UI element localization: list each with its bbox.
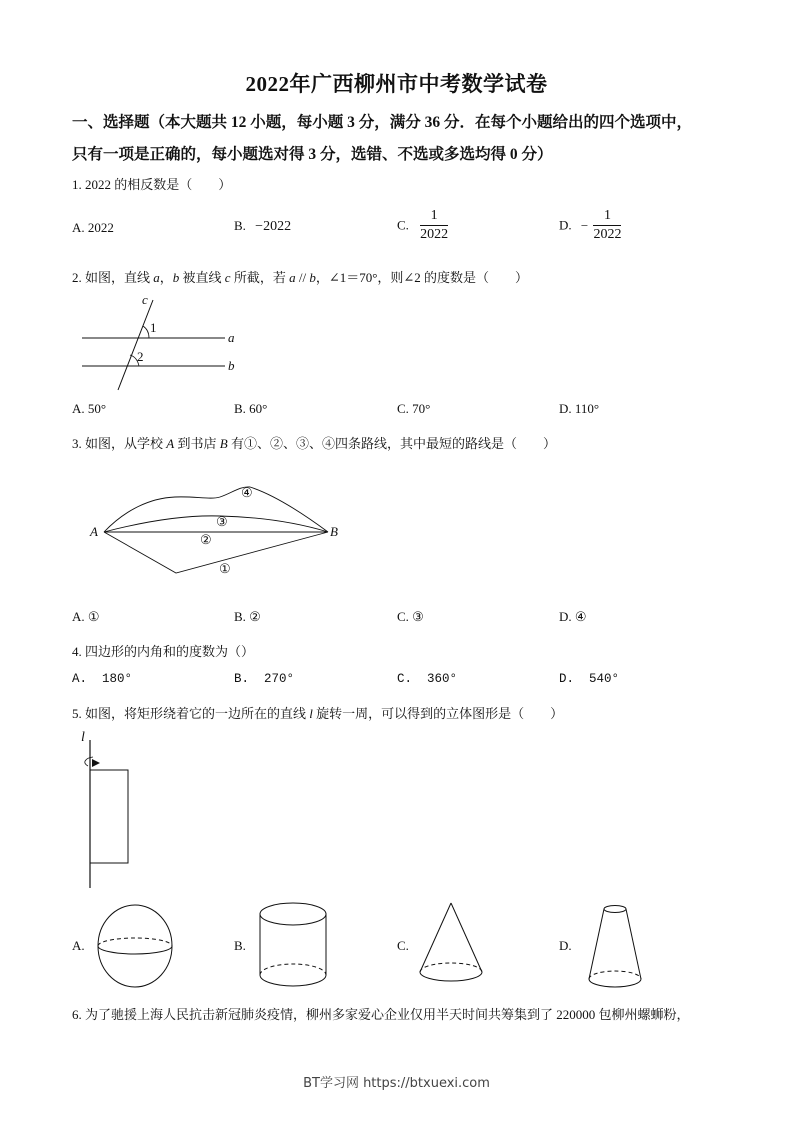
question-4-stem: 4. 四边形的内角和的度数为（） [72,644,255,659]
point-b-label: B [330,524,338,539]
route-3-label: ③ [216,514,228,529]
question-5-option-d-label: D. [559,938,572,953]
page-title: 2022年广西柳州市中考数学试卷 [245,72,548,96]
question-1-option-a: A. 2022 [72,220,114,235]
question-2-option-a: A. 50° [72,401,107,416]
question-2-option-b: B. 60° [234,401,268,416]
question-3-option-a: A. ① [72,609,100,624]
line-a-label: a [228,330,235,345]
question-4-option-b: B. 270° [234,672,295,686]
angle-2-label: 2 [137,349,144,364]
axis-l-label: l [81,730,85,745]
question-4-option-a: A. 180° [72,672,133,686]
question-4-option-d: D. 540° [559,672,620,686]
question-5-option-c-label: C. [397,938,409,953]
line-b-label: b [228,358,235,373]
route-4-label: ④ [241,485,253,500]
section-instructions-line1: 一、选择题（本大题共 12 小题，每小题 3 分，满分 36 分．在每个小题给出的四个选项中， [72,114,693,131]
question-1-option-c: C. $\frac{1}{2022}$ [397,208,449,242]
question-5-stem: 5. 如图，将矩形绕着它的一边所在的直线 l 旋转一周，可以得到的立体图形是（ ） [72,706,564,721]
question-1-option-d: D. − $\frac{1}{2022}$ [559,208,622,242]
fraction: $\frac{1}{2022}$ [593,208,622,242]
section-instructions-line2: 只有一项是正确的，每小题选对得 3 分，选错、不选或多选均得 0 分） [72,146,553,163]
question-3-option-b: B. ② [234,609,261,624]
question-3-option-d: D. ④ [559,609,587,624]
question-5-option-a-label: A. [72,938,85,953]
question-3-option-c: C. ③ [397,609,424,624]
question-1-option-b: B. −2022 [234,218,292,234]
question-2-stem: 2. 如图，直线 a，b 被直线 c 所截，若 a // b，∠1＝70°，则∠2 的度数是（ ） [72,270,529,285]
fraction: $\frac{1}{2022}$ [420,208,449,242]
footer-watermark: BT学习网 https://btxuexi.com [303,1076,490,1091]
question-5-option-b-label: B. [234,938,246,953]
route-1-label: ① [219,561,231,576]
question-2-option-c: C. 70° [397,401,431,416]
question-2-option-d: D. 110° [559,401,600,416]
question-3-stem: 3. 如图，从学校 A 到书店 B 有①、②、③、④四条路线，其中最短的路线是（ ） [72,436,556,451]
question-1-stem: 1. 2022 的相反数是（ ） [72,177,232,192]
line-c-label: c [142,292,148,307]
route-2-label: ② [200,532,212,547]
question-4-option-c: C. 360° [397,672,458,686]
angle-1-label: 1 [150,320,157,335]
point-a-label: A [90,524,98,539]
question-6-stem: 6. 为了驰援上海人民抗击新冠肺炎疫情，柳州多家爱心企业仅用半天时间共筹集到了 220000 包柳州螺蛳粉， [72,1007,690,1022]
